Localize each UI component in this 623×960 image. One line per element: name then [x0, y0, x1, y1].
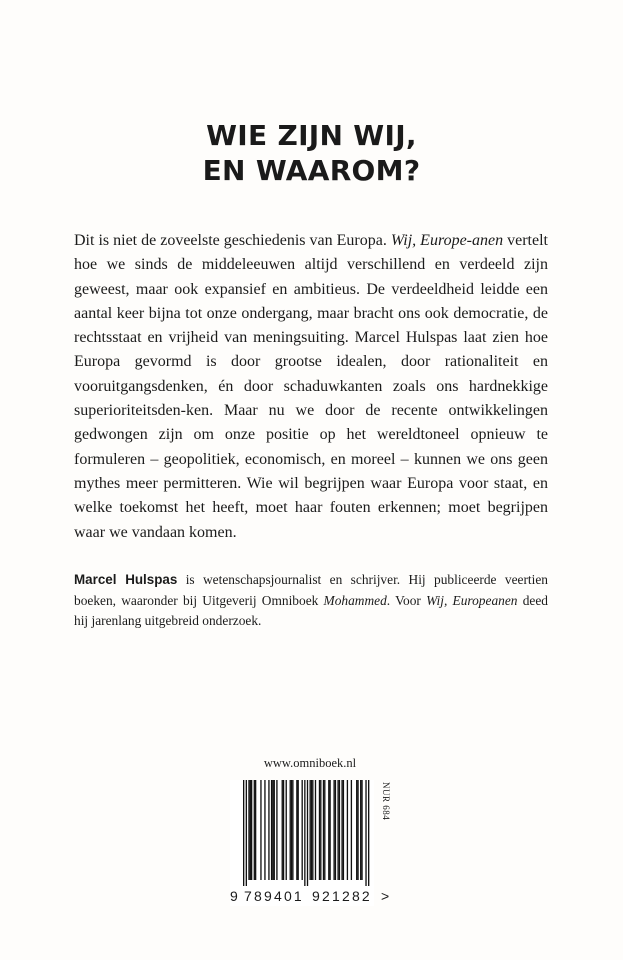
barcode-bar [307, 780, 308, 886]
barcode-bar [276, 780, 277, 880]
barcode-bar [357, 780, 358, 880]
headline-line-2: EN WAAROM? [202, 154, 421, 187]
barcode-bar [341, 780, 342, 880]
barcode-bar [356, 780, 357, 880]
bio-book-title: Wij, Europeanen [426, 592, 518, 608]
bio-text-1: is wetenschapsjournalist en schrijver. Hij publiceerde veertien boeken, waaronder bij Uitgeverij Omniboek [74, 572, 548, 608]
barcode-bar [291, 780, 292, 880]
barcode-bar [368, 780, 369, 886]
author-name: Marcel Hulspas [74, 572, 178, 587]
barcode-bar [351, 780, 352, 880]
barcode-bar [337, 780, 338, 880]
barcode-bar [296, 780, 297, 880]
barcode-bar [333, 780, 334, 880]
barcode-bar [361, 780, 362, 880]
barcode-bar [250, 780, 251, 880]
barcode-bar [329, 780, 330, 880]
blurb-paragraph [74, 229, 548, 545]
headline-line-1: WIE ZIJN WIJ, [206, 119, 417, 152]
isbn-quiet-zone-arrow: > [381, 888, 390, 904]
barcode-bar [271, 780, 272, 880]
barcode-bar [323, 780, 324, 880]
author-bio [74, 570, 548, 632]
barcode-bar [324, 780, 325, 880]
barcode-bar [268, 780, 269, 880]
barcode-bar [290, 780, 291, 880]
bio-book-mohammed: Mohammed [323, 592, 387, 608]
barcode-bar [246, 780, 247, 886]
barcode-bar [312, 780, 313, 880]
publisher-url: www.omniboek.nl [263, 756, 357, 770]
barcode-bar [311, 780, 312, 880]
blurb-book-title: Wij, Europe-anen [390, 232, 504, 249]
isbn-first-digit: 9 [230, 888, 238, 904]
barcode-bar [292, 780, 293, 880]
barcode-bar [254, 780, 255, 880]
barcode-bar [298, 780, 299, 880]
barcode-bar [251, 780, 252, 880]
isbn-barcode [230, 780, 400, 906]
isbn-left-group: 789401 [244, 888, 304, 904]
barcode-bar [260, 780, 261, 880]
nur-code: NUR 684 [381, 782, 391, 821]
barcode-bar [310, 780, 311, 880]
barcode-bar [243, 780, 244, 886]
blurb-text-rest: vertelt hoe we sinds de middeleeuwen altijd verschillend en verdeeld zijn geweest, maar ook expansief en ambitieus. De verdeeldheid leidde een aantal keer bijna tot onze ondergang, maar bracht ons ook democratie, de rechtsstaat en vrijheid van meningsuiting. Marcel Hulspas laat zien hoe Europa gevormd is door grootse idealen, door rationaliteit en vooruitgangsdenken, én door schaduwkanten zoals ons hardnekkige superioriteitsden-ken. Maar nu we door de recente ontwikkelingen gedwongen zijn om onze positie op het wereldtoneel opnieuw te formuleren – geopolitiek, economisch, en moreel – kunnen we ons geen mythes meer permitteren. Wie wil begrijpen waar Europa voor staat, en welke toekomst het heeft, moet haar fouten erkennen; moet begrijpen waar we vandaan komen. [74, 232, 548, 541]
blurb-text-start: Dit is niet de zoveelste geschiedenis van Europa. [74, 232, 391, 249]
barcode-bar [274, 780, 275, 880]
barcode-bar [320, 780, 321, 880]
barcode-bar [272, 780, 273, 880]
barcode-bar [365, 780, 366, 886]
barcode-bars [230, 780, 380, 888]
barcode-bar [264, 780, 265, 880]
barcode-bar [302, 780, 303, 880]
barcode-bar [315, 780, 316, 880]
headline [0, 118, 623, 188]
barcode-bar [328, 780, 329, 880]
bio-text-3: deed hij jarenlang uitgebreid onderzoek. [74, 592, 548, 628]
barcode-bar [347, 780, 348, 880]
barcode-bar [339, 780, 340, 880]
barcode-bar [319, 780, 320, 880]
isbn-right-group: 921282 [312, 888, 372, 904]
barcode-bar [282, 780, 283, 880]
bio-text-2: . Voor [386, 592, 427, 608]
barcode-bar [335, 780, 336, 880]
barcode-bar [255, 780, 256, 880]
barcode-bar [286, 780, 287, 880]
barcode-bar [304, 780, 305, 886]
barcode-bar [343, 780, 344, 880]
barcode-bar [283, 780, 284, 880]
barcode-bar [248, 780, 249, 880]
barcode-bar [360, 780, 361, 880]
